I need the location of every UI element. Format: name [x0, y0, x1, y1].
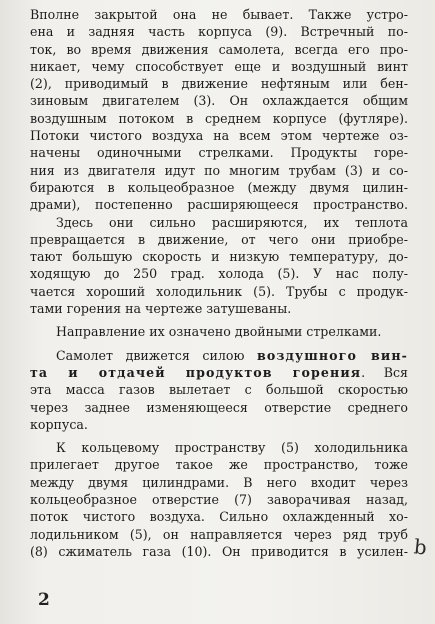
text-line: между двумя цилиндрами. В него входит через	[30, 474, 408, 490]
text-line: бираются в кольцеобразное (между двумя цилин-	[30, 179, 408, 195]
text-line: ток, во время движения самолета, всегда его про-	[30, 41, 408, 57]
text-line: драми), постепенно расширяющееся пространство.	[30, 197, 408, 213]
text-line: поток чистого воздуха. Сильно охлажденный хо-	[30, 509, 408, 525]
text-line: лодильником (5), он направляется через ряд труб	[30, 526, 408, 542]
paragraph-2	[30, 214, 408, 318]
text-fragment: . Вся	[361, 364, 408, 380]
text-line: превращается в движение, от чего они приобре-	[30, 231, 408, 247]
handwritten-margin-mark: b	[412, 534, 429, 560]
text-line: ена и задняя часть корпуса (9). Встречный по-	[30, 24, 408, 40]
paragraph-5	[30, 439, 408, 560]
text-line	[30, 364, 408, 381]
text-line	[30, 347, 408, 364]
text-line: тами горения на чертеже затушеваны.	[30, 301, 292, 317]
text-line: ходящую до 250 град. холода (5). У нас полу-	[30, 266, 408, 282]
text-line: зиновым двигателем (3). Он охлаждается общим	[30, 93, 408, 109]
text-line: ния из двигателя идут по многим трубам (3) и со-	[30, 162, 408, 178]
spaced-emphasis: воздушного вин-	[257, 347, 408, 363]
paragraph-3	[30, 323, 408, 340]
text-line: прилегает другое такое же пространство, тоже	[30, 457, 408, 473]
text-line: К кольцевому пространству (5) холодильника	[56, 440, 408, 456]
text-line: кольцеобразное отверстие (7) заворачивая назад,	[30, 492, 408, 508]
text-line: (2), приводимый в движение нефтяным или бен-	[30, 76, 408, 92]
paragraph-1	[30, 6, 408, 214]
text-line: корпуса.	[30, 416, 88, 432]
text-line: тают большую скорость и низкую температуру, до-	[30, 249, 408, 265]
text-line: эта масса газов вылетает с большой скоростью	[30, 382, 408, 398]
text-line: Здесь они сильно расширяются, их теплота	[56, 214, 408, 230]
text-column	[30, 6, 408, 560]
paragraph-4	[30, 347, 408, 433]
text-line: Вполне закрытой она не бывает. Также устро-	[30, 7, 408, 22]
text-line: никает, чему способствует еще и воздушный винт	[30, 58, 408, 74]
text-line: начены одиночными стрелками. Продукты горе-	[30, 145, 408, 161]
text-line: через заднее изменяющееся отверстие среднего	[30, 399, 408, 415]
text-line: Направление их означено двойными стрелками.	[56, 324, 382, 340]
text-line: чается хороший холодильник (5). Трубы с продук-	[30, 283, 408, 299]
text-line: Потоки чистого воздуха на всем этом чертеже оз-	[30, 128, 408, 144]
spaced-emphasis: та и отдачей продуктов горения	[30, 364, 362, 380]
page-number: 2	[38, 590, 50, 610]
text-line: воздушным потоком в среднем корпусе (футляре).	[30, 110, 408, 126]
text-fragment: Самолет движется силою	[56, 347, 258, 363]
text-line: (8) сжиматель газа (10). Он приводится в усилен-	[30, 543, 408, 559]
